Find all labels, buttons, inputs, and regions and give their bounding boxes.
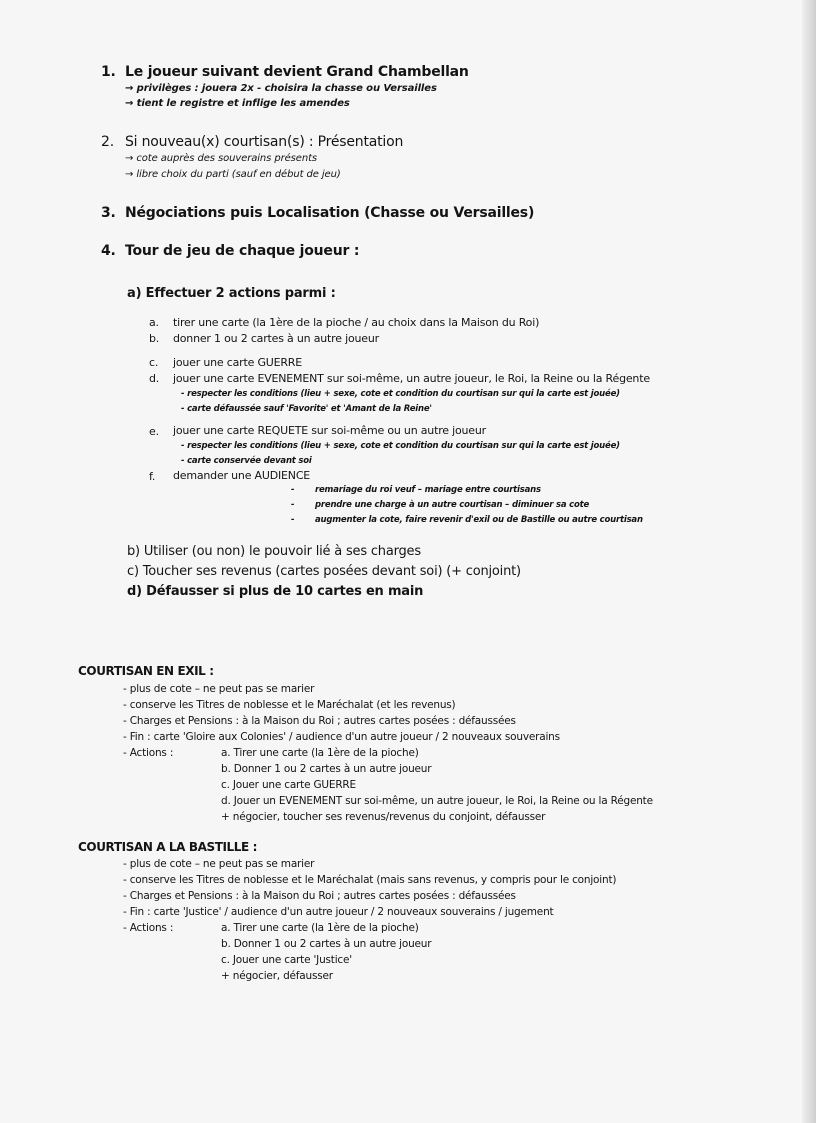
turn-a-title: a) Effectuer 2 actions parmi : (127, 286, 336, 301)
bastille-action-b: b. Donner 1 ou 2 cartes à un autre joueur (221, 938, 432, 950)
exil-action-extra: + négocier, toucher ses revenus/revenus du conjoint, défausser (221, 811, 546, 823)
exil-action-c: c. Jouer une carte GUERRE (221, 779, 356, 791)
bastille-actions-label: - Actions : (123, 922, 174, 934)
bastille-line-4: - Fin : carte 'Justice' / audience d'un autre joueur / 2 nouveaux souverains / jugement (123, 906, 554, 918)
action-d-note-2: - carte défaussée sauf 'Favorite' et 'Amant de la Reine' (181, 404, 432, 414)
exil-actions-label: - Actions : (123, 747, 174, 759)
turn-b: b) Utiliser (ou non) le pouvoir lié à ses charges (127, 544, 421, 559)
action-f-note-1: remariage du roi veuf – mariage entre courtisans (315, 485, 541, 495)
action-e-letter: e. (149, 425, 159, 438)
turn-c: c) Toucher ses revenus (cartes posées devant soi) (+ conjoint) (127, 564, 521, 579)
bastille-line-2: - conserve les Titres de noblesse et le Maréchalat (mais sans revenus, y compris pour le conjoint) (123, 874, 617, 886)
exil-title: COURTISAN EN EXIL : (78, 664, 214, 678)
bastille-line-1: - plus de cote – ne peut pas se marier (123, 858, 315, 870)
page-edge-shadow (802, 0, 816, 1123)
action-f-text: demander une AUDIENCE (173, 469, 311, 482)
action-b-letter: b. (149, 332, 160, 345)
section-2-bullet-1: → cote auprès des souverains présents (125, 153, 318, 164)
action-b-text: donner 1 ou 2 cartes à un autre joueur (173, 332, 379, 345)
section-2-number: 2. (101, 134, 114, 150)
exil-line-3: - Charges et Pensions : à la Maison du Roi ; autres cartes posées : défaussées (123, 715, 516, 727)
section-1-number: 1. (101, 64, 116, 80)
exil-line-4: - Fin : carte 'Gloire aux Colonies' / audience d'un autre joueur / 2 nouveaux souverains (123, 731, 560, 743)
bastille-action-a: a. Tirer une carte (la 1ère de la pioche) (221, 922, 419, 934)
action-d-letter: d. (149, 372, 160, 385)
bastille-title: COURTISAN A LA BASTILLE : (78, 840, 258, 854)
audience-dash-1: - (291, 485, 295, 495)
action-a-text: tirer une carte (la 1ère de la pioche / au choix dans la Maison du Roi) (173, 316, 540, 329)
action-f-note-3: augmenter la cote, faire revenir d'exil ou de Bastille ou autre courtisan (315, 515, 643, 525)
action-a-letter: a. (149, 316, 159, 329)
audience-dash-3: - (291, 515, 295, 525)
section-4-number: 4. (101, 243, 116, 259)
action-c-letter: c. (149, 356, 159, 369)
exil-action-b: b. Donner 1 ou 2 cartes à un autre joueur (221, 763, 432, 775)
bastille-action-c: c. Jouer une carte 'Justice' (221, 954, 352, 966)
section-1-bullet-2: → tient le registre et inflige les amendes (125, 98, 350, 109)
exil-action-d: d. Jouer un EVENEMENT sur soi-même, un autre joueur, le Roi, la Reine ou la Régente (221, 795, 653, 807)
section-3-number: 3. (101, 205, 116, 221)
bastille-action-extra: + négocier, défausser (221, 970, 333, 982)
action-e-note-2: - carte conservée devant soi (181, 456, 312, 466)
section-4-title: Tour de jeu de chaque joueur : (125, 243, 360, 259)
bastille-line-3: - Charges et Pensions : à la Maison du Roi ; autres cartes posées : défaussées (123, 890, 516, 902)
action-d-note-1: - respecter les conditions (lieu + sexe, cote et condition du courtisan sur qui la carte est jouée) (181, 389, 620, 399)
exil-action-a: a. Tirer une carte (la 1ère de la pioche) (221, 747, 419, 759)
section-2-title: Si nouveau(x) courtisan(s) : Présentation (125, 134, 404, 150)
action-f-letter: f. (149, 470, 156, 483)
action-c-text: jouer une carte GUERRE (173, 356, 303, 369)
section-1-title: Le joueur suivant devient Grand Chambellan (125, 64, 469, 80)
section-3-title: Négociations puis Localisation (Chasse ou Versailles) (125, 205, 535, 221)
section-2-bullet-2: → libre choix du parti (sauf en début de jeu) (125, 169, 341, 180)
action-f-note-2: prendre une charge à un autre courtisan – diminuer sa cote (315, 500, 590, 510)
action-d-text: jouer une carte EVENEMENT sur soi-même, un autre joueur, le Roi, la Reine ou la Régente (173, 372, 650, 385)
action-e-text: jouer une carte REQUETE sur soi-même ou un autre joueur (173, 424, 486, 437)
audience-dash-2: - (291, 500, 295, 510)
action-e-note-1: - respecter les conditions (lieu + sexe, cote et condition du courtisan sur qui la carte est jouée) (181, 441, 620, 451)
exil-line-2: - conserve les Titres de noblesse et le Maréchalat (et les revenus) (123, 699, 456, 711)
exil-line-1: - plus de cote – ne peut pas se marier (123, 683, 315, 695)
section-1-bullet-1: → privilèges : jouera 2x - choisira la chasse ou Versailles (125, 83, 437, 94)
turn-d: d) Défausser si plus de 10 cartes en main (127, 584, 424, 599)
